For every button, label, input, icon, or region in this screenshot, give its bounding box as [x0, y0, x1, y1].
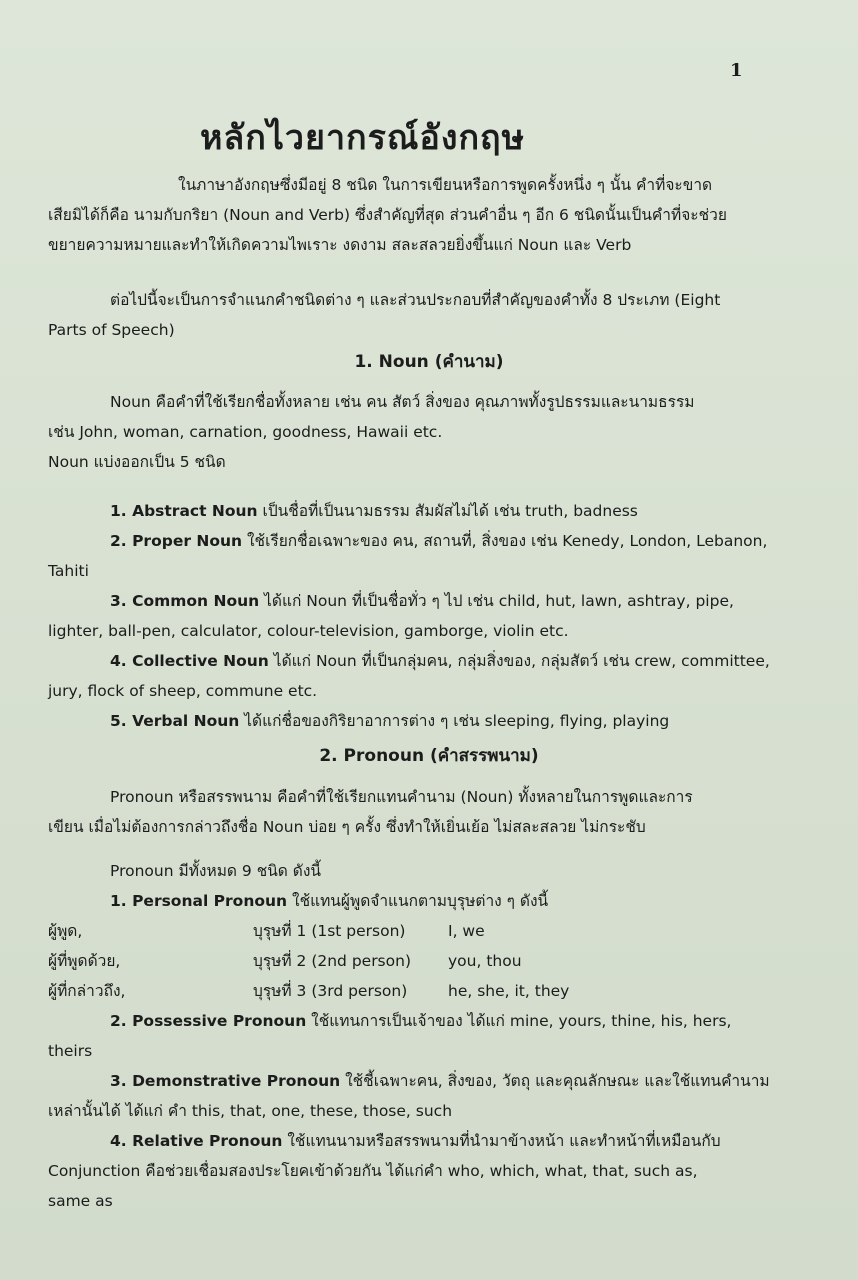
- person-who: ผู้ที่กล่าวถึง,: [48, 982, 126, 1000]
- pronoun-type-text: ใช้แทนการเป็นเจ้าของ ได้แก่ mine, yours, thine, his, hers,: [306, 1012, 732, 1030]
- pronoun-type-label: 1. Personal Pronoun: [110, 892, 288, 910]
- noun-type-cont: lighter, ball-pen, calculator, colour-television, gamborge, violin etc.: [48, 622, 569, 640]
- noun-def-line: Noun แบ่งออกเป็น 5 ชนิด: [48, 453, 226, 471]
- intro2-line: ต่อไปนี้จะเป็นการจำแนกคำชนิดต่าง ๆ และส่วนประกอบที่สำคัญของคำทั้ง 8 ประเภท (Eight: [110, 291, 721, 309]
- intro2-line: Parts of Speech): [48, 321, 175, 339]
- person-label: บุรุษที่ 3 (3rd person): [253, 982, 408, 1000]
- noun-type-item: [48, 496, 734, 526]
- pronoun-type-label: 2. Possessive Pronoun: [110, 1012, 307, 1030]
- noun-def-line: Noun คือคำที่ใช้เรียกชื่อทั้งหลาย เช่น คน สัตว์ สิ่งของ คุณภาพทั้งรูปธรรมและนามธรรม: [110, 393, 695, 411]
- pronoun-type-item: [48, 1006, 734, 1036]
- noun-type-text: ใช้เรียกชื่อเฉพาะของ คน, สถานที่, สิ่งของ เช่น Kenedy, London, Lebanon,: [242, 532, 768, 550]
- intro-line: เสียมิได้ก็คือ นามกับกริยา (Noun and Verb) ซึ่งสำคัญที่สุด ส่วนคำอื่น ๆ อีก 6 ชนิดนั้นเป็นคำที่จะช่วย: [48, 206, 727, 224]
- page-number: 1: [730, 60, 743, 81]
- noun-type-item: [48, 706, 734, 736]
- noun-type-text: ได้แก่ Noun ที่เป็นชื่อทั่ว ๆ ไป เช่น child, hut, lawn, ashtray, pipe,: [259, 592, 734, 610]
- intro-line: ขยายความหมายและทำให้เกิดความไพเราะ งดงาม สละสลวยยิ่งขึ้นแก่ Noun และ Verb: [48, 236, 632, 254]
- pronoun-type-item: [48, 1066, 770, 1096]
- pronoun-type-text: ใช้ชี้เฉพาะคน, สิ่งของ, วัตถุ และคุณลักษณะ และใช้แทนคำนาม: [340, 1072, 770, 1090]
- person-row: [48, 976, 734, 1006]
- pronoun-type-item: [48, 886, 734, 916]
- person-who: ผู้พูด,: [48, 922, 83, 940]
- person-label: บุรุษที่ 2 (2nd person): [253, 952, 411, 970]
- pronoun-type-label: 3. Demonstrative Pronoun: [110, 1072, 341, 1090]
- noun-type-cont: Tahiti: [48, 562, 89, 580]
- person-row: [48, 916, 734, 946]
- pronoun-def-line: Pronoun หรือสรรพนาม คือคำที่ใช้เรียกแทนคำนาม (Noun) ทั้งหลายในการพูดและการ: [110, 788, 693, 806]
- person-words: he, she, it, they: [448, 982, 570, 1000]
- noun-type-item: [48, 646, 770, 676]
- pronoun-count-line: Pronoun มีทั้งหมด 9 ชนิด ดังนี้: [110, 862, 322, 880]
- pronoun-type-cont: Conjunction คือช่วยเชื่อมสองประโยคเข้าด้วยกัน ได้แก่คำ who, which, what, that, such as,: [48, 1162, 698, 1180]
- section-heading-pronoun: 2. Pronoun (คำสรรพนาม): [319, 746, 539, 766]
- noun-type-label: 5. Verbal Noun: [110, 712, 240, 730]
- intro2-paragraph: [48, 285, 734, 345]
- noun-type-text: เป็นชื่อที่เป็นนามธรรม สัมผัสไม่ได้ เช่น truth, badness: [257, 502, 638, 520]
- person-label: บุรุษที่ 1 (1st person): [253, 922, 406, 940]
- noun-type-text: ได้แก่ Noun ที่เป็นกลุ่มคน, กลุ่มสิ่งของ, กลุ่มสัตว์ เช่น crew, committee,: [268, 652, 770, 670]
- pronoun-type-label: 4. Relative Pronoun: [110, 1132, 283, 1150]
- noun-types-list: [48, 496, 770, 736]
- pronoun-types-list: [48, 856, 770, 1216]
- intro-paragraph: [48, 170, 734, 260]
- noun-type-label: 4. Collective Noun: [110, 652, 269, 670]
- pronoun-type-cont: same as: [48, 1192, 113, 1210]
- person-words: you, thou: [448, 952, 522, 970]
- section-heading-noun: 1. Noun (คำนาม): [354, 352, 504, 372]
- pronoun-type-cont: theirs: [48, 1042, 93, 1060]
- pronoun-type-text: ใช้แทนนามหรือสรรพนามที่นำมาข้างหน้า และทำหน้าที่เหมือนกับ: [282, 1132, 721, 1150]
- pronoun-type-cont: เหล่านั้นได้ ได้แก่ คำ this, that, one, these, those, such: [48, 1102, 453, 1120]
- noun-type-text: ได้แก่ชื่อของกิริยาอาการต่าง ๆ เช่น sleeping, flying, playing: [239, 712, 670, 730]
- pronoun-type-text: ใช้แทนผู้พูดจำแนกตามบุรุษต่าง ๆ ดังนี้: [287, 892, 549, 910]
- person-row: [48, 946, 734, 976]
- noun-definition: [48, 387, 734, 477]
- noun-type-label: 1. Abstract Noun: [110, 502, 258, 520]
- pronoun-type-item: [48, 1126, 734, 1156]
- pronoun-definition: [48, 782, 734, 842]
- noun-type-item: [48, 586, 734, 616]
- noun-type-item: [48, 526, 768, 556]
- page-title: หลักไวยากรณ์อังกฤษ: [200, 118, 526, 158]
- person-who: ผู้ที่พูดด้วย,: [48, 952, 121, 970]
- noun-type-cont: jury, flock of sheep, commune etc.: [48, 682, 318, 700]
- noun-type-label: 2. Proper Noun: [110, 532, 243, 550]
- intro-line: ในภาษาอังกฤษซึ่งมีอยู่ 8 ชนิด ในการเขียนหรือการพูดครั้งหนึ่ง ๆ นั้น คำที่จะขาด: [178, 176, 713, 194]
- person-words: I, we: [448, 922, 485, 940]
- pronoun-def-line: เขียน เมื่อไม่ต้องการกล่าวถึงชื่อ Noun บ่อย ๆ ครั้ง ซึ่งทำให้เยิ่นเย้อ ไม่สละสลวย ไม่กระชับ: [48, 818, 646, 836]
- noun-def-line: เช่น John, woman, carnation, goodness, Hawaii etc.: [48, 423, 443, 441]
- noun-type-label: 3. Common Noun: [110, 592, 260, 610]
